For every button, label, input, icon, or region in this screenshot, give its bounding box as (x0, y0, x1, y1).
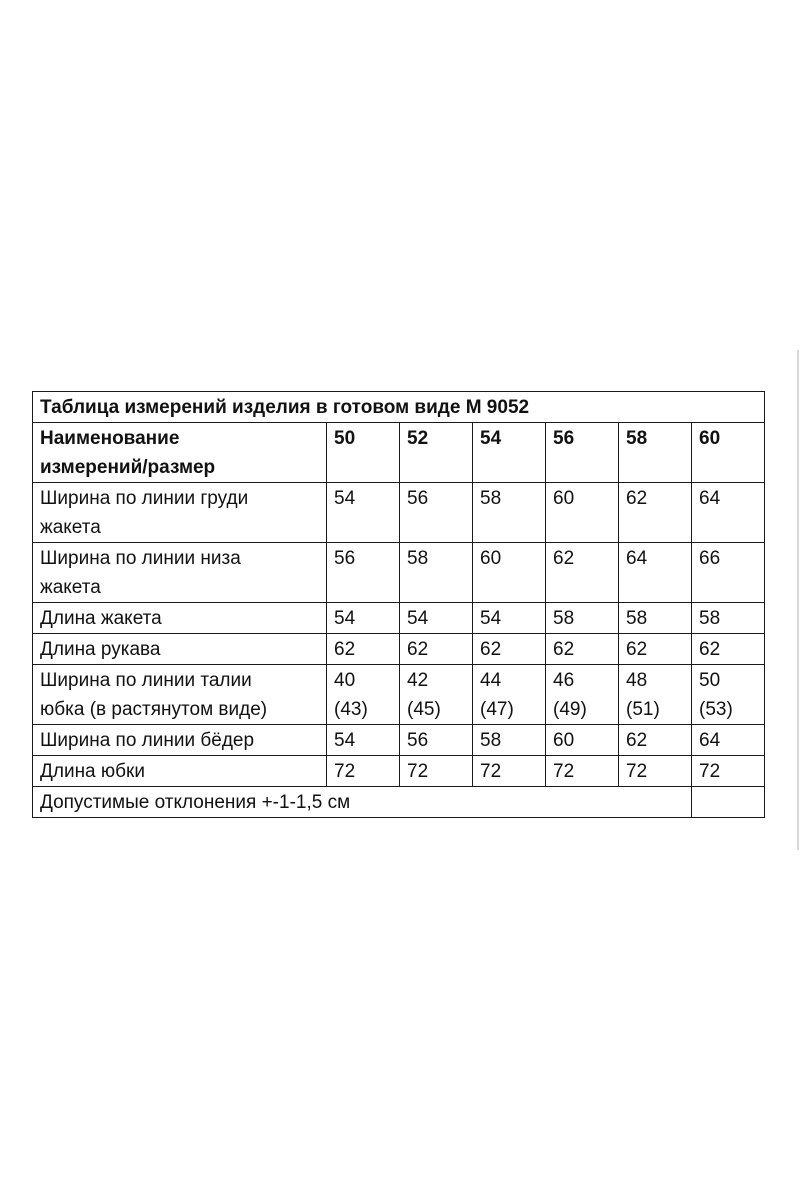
value: 54 (480, 608, 502, 629)
value-cell (546, 543, 619, 603)
value-cell (327, 483, 400, 543)
value-cell (619, 634, 692, 665)
value-cell (473, 634, 546, 665)
value: 44 (480, 670, 502, 691)
value-cell (327, 634, 400, 665)
value-cell (619, 483, 692, 543)
measurement-name: Ширина по линии талии (40, 670, 252, 691)
size-header: 52 (400, 423, 473, 483)
footer-empty-cell (692, 787, 765, 818)
value: 62 (334, 639, 356, 660)
value: 64 (626, 548, 648, 569)
value: 62 (480, 639, 502, 660)
value-cell (327, 665, 400, 725)
measurement-name-cell (33, 543, 327, 603)
size-header: 60 (692, 423, 765, 483)
value: 56 (334, 548, 356, 569)
value: 64 (699, 730, 721, 751)
value-cell (473, 543, 546, 603)
value-cell (400, 665, 473, 725)
value: 72 (480, 761, 502, 782)
value: 58 (480, 730, 502, 751)
value: 62 (553, 639, 575, 660)
value-stretched: (51) (626, 699, 660, 720)
measurement-name: Длина жакета (40, 608, 162, 629)
value: 62 (407, 639, 429, 660)
measurement-name-cont: юбка (в растянутом виде) (40, 699, 268, 720)
value-cell (619, 603, 692, 634)
table-row (33, 665, 765, 725)
footer-body (33, 787, 765, 818)
measurement-name-cell (33, 483, 327, 543)
value-stretched: (43) (334, 699, 368, 720)
measurement-name: Ширина по линии бёдер (40, 730, 255, 751)
value: 58 (407, 548, 429, 569)
value: 72 (626, 761, 648, 782)
value: 62 (626, 639, 648, 660)
value: 54 (407, 608, 429, 629)
value-cell (546, 756, 619, 787)
value: 56 (407, 730, 429, 751)
value-cell (546, 665, 619, 725)
value-cell (546, 634, 619, 665)
value-stretched: (47) (480, 699, 514, 720)
value-cell (619, 756, 692, 787)
value-cell (400, 543, 473, 603)
table-title: Таблица измерений изделия в готовом виде М 9052 (33, 392, 765, 423)
measurements-table (32, 391, 765, 818)
measurement-name-cell (33, 634, 327, 665)
value: 58 (480, 488, 502, 509)
value: 58 (553, 608, 575, 629)
value: 60 (480, 548, 502, 569)
value: 54 (334, 488, 356, 509)
value-cell (327, 543, 400, 603)
value: 56 (407, 488, 429, 509)
value: 54 (334, 608, 356, 629)
size-header: 56 (546, 423, 619, 483)
value-cell (692, 543, 765, 603)
value-cell (400, 603, 473, 634)
value: 62 (553, 548, 575, 569)
value-cell (400, 483, 473, 543)
value: 72 (334, 761, 356, 782)
value-cell (692, 483, 765, 543)
page-edge-line (797, 350, 799, 850)
measurement-name-cont: жакета (40, 577, 101, 598)
table-row (33, 603, 765, 634)
footer-row (33, 787, 765, 818)
size-header: 50 (327, 423, 400, 483)
value-stretched: (53) (699, 699, 733, 720)
value: 42 (407, 670, 429, 691)
header-label-line1: Наименование (40, 428, 180, 449)
value-cell (473, 603, 546, 634)
measurement-name-cell (33, 725, 327, 756)
value: 40 (334, 670, 356, 691)
value-cell (473, 756, 546, 787)
size-header: 58 (619, 423, 692, 483)
value-cell (546, 725, 619, 756)
table-row (33, 483, 765, 543)
table-row (33, 634, 765, 665)
size-header: 54 (473, 423, 546, 483)
value-cell (473, 725, 546, 756)
measurement-name-cell (33, 603, 327, 634)
value-cell (619, 665, 692, 725)
value: 54 (334, 730, 356, 751)
value: 58 (699, 608, 721, 629)
measurement-name: Длина рукава (40, 639, 161, 660)
value-cell (400, 725, 473, 756)
value-cell (692, 725, 765, 756)
value: 50 (699, 670, 721, 691)
value-cell (327, 603, 400, 634)
value: 60 (553, 730, 575, 751)
value: 72 (407, 761, 429, 782)
value-cell (692, 665, 765, 725)
measurement-name-cont: жакета (40, 517, 101, 538)
header-label-line2: измерений/размер (40, 457, 216, 478)
value-cell (400, 634, 473, 665)
header-label-cell (33, 423, 327, 483)
value: 72 (699, 761, 721, 782)
value-cell (619, 543, 692, 603)
value-cell (473, 483, 546, 543)
value: 46 (553, 670, 575, 691)
measurement-name: Ширина по линии низа (40, 548, 241, 569)
value: 62 (626, 488, 648, 509)
value: 48 (626, 670, 648, 691)
table-body (33, 392, 765, 483)
value: 58 (626, 608, 648, 629)
value-cell (546, 603, 619, 634)
value: 62 (626, 730, 648, 751)
measurement-name: Длина юбки (40, 761, 145, 782)
value-stretched: (49) (553, 699, 587, 720)
value: 62 (699, 639, 721, 660)
value-cell (400, 756, 473, 787)
value: 72 (553, 761, 575, 782)
measurement-name: Ширина по линии груди (40, 488, 249, 509)
value-cell (473, 665, 546, 725)
value: 64 (699, 488, 721, 509)
table-row (33, 725, 765, 756)
value-cell (327, 725, 400, 756)
data-rows (33, 483, 765, 787)
value-cell (692, 756, 765, 787)
value: 66 (699, 548, 721, 569)
table-row (33, 543, 765, 603)
value-cell (692, 634, 765, 665)
value: 60 (553, 488, 575, 509)
measurement-name-cell (33, 756, 327, 787)
value-cell (619, 725, 692, 756)
title-row (33, 392, 765, 423)
value-cell (327, 756, 400, 787)
value-stretched: (45) (407, 699, 441, 720)
value-cell (692, 603, 765, 634)
measurement-name-cell (33, 665, 327, 725)
header-row (33, 423, 765, 483)
table-row (33, 756, 765, 787)
value-cell (546, 483, 619, 543)
tolerance-note: Допустимые отклонения +-1-1,5 см (33, 787, 692, 818)
